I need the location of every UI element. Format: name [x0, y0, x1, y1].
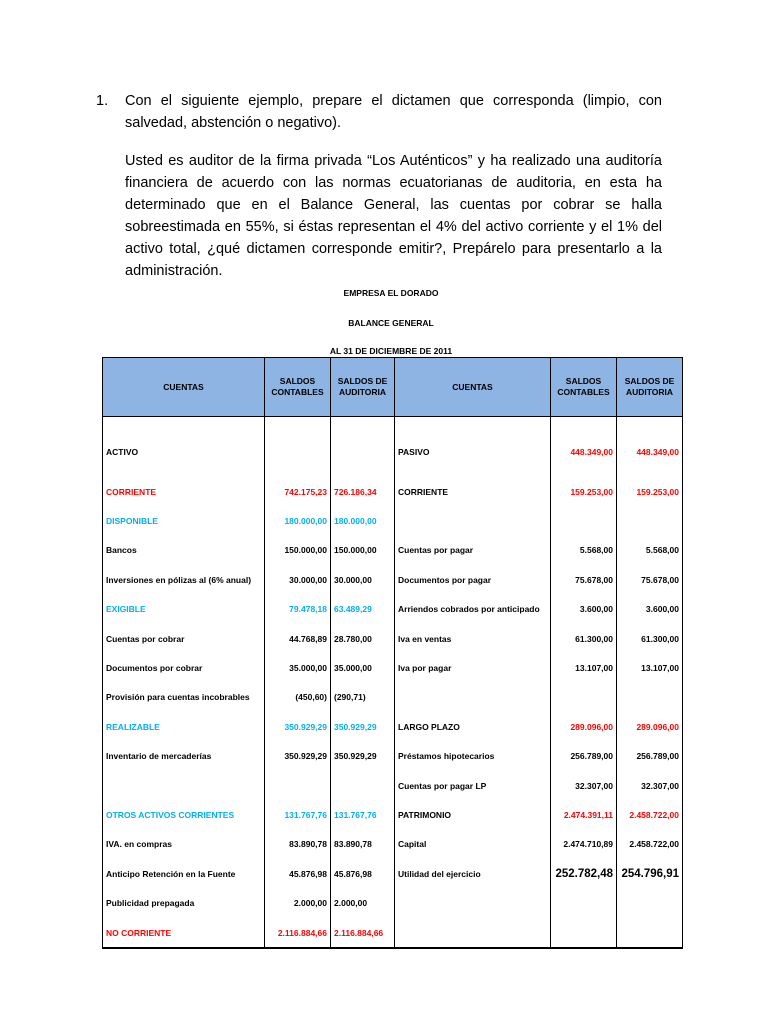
header-saldos-contables-right: SALDOS CONTABLES — [551, 358, 617, 417]
cell-book-left: 2.116.884,66 — [265, 918, 331, 948]
cell-audit-right: 32.307,00 — [617, 771, 683, 800]
cell-book-right — [551, 506, 617, 535]
cell-account-left: CORRIENTE — [103, 477, 265, 506]
cell-account-left: OTROS ACTIVOS CORRIENTES — [103, 800, 265, 829]
cell-book-right: 2.474.710,89 — [551, 830, 617, 859]
cell-audit-left: 28.780,00 — [331, 624, 395, 653]
cell-account-left: DISPONIBLE — [103, 506, 265, 535]
table-row — [103, 653, 683, 682]
cell-book-right: 75.678,00 — [551, 565, 617, 594]
table-row — [103, 888, 683, 917]
table-row — [103, 800, 683, 829]
cell-audit-left: 2.116.884,66 — [331, 918, 395, 948]
cell-audit-right: 2.458.722,00 — [617, 800, 683, 829]
cell-audit-left: 63.489,29 — [331, 595, 395, 624]
cell-audit-right — [617, 888, 683, 917]
cell-account-right: Cuentas por pagar — [395, 536, 551, 565]
table-row — [103, 742, 683, 771]
cell-audit-right: 5.568,00 — [617, 536, 683, 565]
cell-book-right: 5.568,00 — [551, 536, 617, 565]
table-row — [103, 477, 683, 506]
cell-audit-right: 75.678,00 — [617, 565, 683, 594]
cell-account-right: Arriendos cobrados por anticipado — [395, 595, 551, 624]
cell-audit-right: 61.300,00 — [617, 624, 683, 653]
cell-book-right: 32.307,00 — [551, 771, 617, 800]
cell-book-left: 79.478,18 — [265, 595, 331, 624]
cell-account-left: IVA. en compras — [103, 830, 265, 859]
report-title: BALANCE GENERAL — [348, 318, 434, 328]
exercise-question — [96, 90, 662, 282]
cell-audit-right — [617, 683, 683, 712]
cell-audit-left: 350.929,29 — [331, 742, 395, 771]
cell-account-left: ACTIVO — [103, 417, 265, 478]
cell-book-left — [265, 771, 331, 800]
cell-audit-left: 726.186,34 — [331, 477, 395, 506]
cell-book-left: 131.767,76 — [265, 800, 331, 829]
table-row — [103, 683, 683, 712]
cell-account-right: LARGO PLAZO — [395, 712, 551, 741]
cell-account-left: Bancos — [103, 536, 265, 565]
cell-audit-right: 289.096,00 — [617, 712, 683, 741]
question-body: Usted es auditor de la firma privada “Los Auténticos” y ha realizado una auditoría financiera de acuerdo con las normas ecuatorianas de auditoria, en esta ha determinado que en el Balance General, las cuentas por cobrar se halla sobreestimada en 55%, si éstas representan el 4% del activo corriente y el 1% del activo total, ¿qué dictamen corresponde emitir?, Prepárelo para presentarlo a la administración. — [125, 153, 662, 279]
cell-book-left: 150.000,00 — [265, 536, 331, 565]
table-row — [103, 506, 683, 535]
cell-book-left: 44.768,89 — [265, 624, 331, 653]
cell-book-right: 3.600,00 — [551, 595, 617, 624]
header-saldos-auditoria-right: SALDOS DE AUDITORIA — [617, 358, 683, 417]
cell-account-right: PASIVO — [395, 417, 551, 478]
cell-book-right — [551, 918, 617, 948]
table-row — [103, 536, 683, 565]
cell-audit-right: 159.253,00 — [617, 477, 683, 506]
cell-account-left: NO CORRIENTE — [103, 918, 265, 948]
cell-audit-right: 448.349,00 — [617, 417, 683, 478]
cell-book-left — [265, 417, 331, 478]
cell-account-left: Documentos por cobrar — [103, 653, 265, 682]
cell-account-left: REALIZABLE — [103, 712, 265, 741]
cell-audit-left — [331, 417, 395, 478]
cell-book-left: 83.890,78 — [265, 830, 331, 859]
cell-book-left: (450,60) — [265, 683, 331, 712]
cell-account-left: Inversiones en pólizas al (6% anual) — [103, 565, 265, 594]
question-number: 1. — [96, 93, 109, 109]
cell-account-right: CORRIENTE — [395, 477, 551, 506]
table-header-row — [103, 358, 683, 417]
cell-account-right: Documentos por pagar — [395, 565, 551, 594]
cell-book-left: 35.000,00 — [265, 653, 331, 682]
cell-account-right — [395, 918, 551, 948]
cell-book-right: 252.782,48 — [551, 859, 617, 888]
balance-sheet-table — [102, 357, 683, 949]
cell-book-right: 256.789,00 — [551, 742, 617, 771]
cell-account-left: Publicidad prepagada — [103, 888, 265, 917]
table-row — [103, 595, 683, 624]
cell-account-left: Anticipo Retención en la Fuente — [103, 859, 265, 888]
cell-audit-left: 2.000,00 — [331, 888, 395, 917]
cell-book-right: 2.474.391,11 — [551, 800, 617, 829]
cell-book-right: 13.107,00 — [551, 653, 617, 682]
cell-account-right: Capital — [395, 830, 551, 859]
report-date: AL 31 DE DICIEMBRE DE 2011 — [329, 346, 453, 356]
cell-book-right: 448.349,00 — [551, 417, 617, 478]
cell-book-right: 159.253,00 — [551, 477, 617, 506]
cell-book-left: 2.000,00 — [265, 888, 331, 917]
cell-account-right: Cuentas por pagar LP — [395, 771, 551, 800]
table-row — [103, 859, 683, 888]
cell-audit-right: 13.107,00 — [617, 653, 683, 682]
table-row — [103, 712, 683, 741]
company-name: EMPRESA EL DORADO — [343, 288, 439, 298]
table-row — [103, 918, 683, 948]
cell-audit-left: 150.000,00 — [331, 536, 395, 565]
cell-audit-left: 45.876,98 — [331, 859, 395, 888]
cell-audit-left: 180.000,00 — [331, 506, 395, 535]
cell-audit-left: 35.000,00 — [331, 653, 395, 682]
header-cuentas-right: CUENTAS — [395, 358, 551, 417]
cell-audit-left: 350.929,29 — [331, 712, 395, 741]
cell-book-left: 30.000,00 — [265, 565, 331, 594]
header-saldos-auditoria-left: SALDOS DE AUDITORIA — [331, 358, 395, 417]
cell-account-right: Utilidad del ejercicio — [395, 859, 551, 888]
question-lead: Con el siguiente ejemplo, prepare el dictamen que corresponda (limpio, con salvedad, abstención o negativo). — [125, 93, 662, 131]
cell-book-left: 742.175,23 — [265, 477, 331, 506]
cell-audit-right: 3.600,00 — [617, 595, 683, 624]
cell-account-left: Provisión para cuentas incobrables — [103, 683, 265, 712]
cell-account-right: Préstamos hipotecarios — [395, 742, 551, 771]
cell-audit-right — [617, 506, 683, 535]
cell-audit-right: 2.458.722,00 — [617, 830, 683, 859]
cell-account-left: EXIGIBLE — [103, 595, 265, 624]
cell-account-right: Iva en ventas — [395, 624, 551, 653]
cell-book-right — [551, 683, 617, 712]
table-row — [103, 417, 683, 478]
table-row — [103, 565, 683, 594]
cell-audit-right: 254.796,91 — [617, 859, 683, 888]
cell-audit-left: 30.000,00 — [331, 565, 395, 594]
cell-audit-left: (290,71) — [331, 683, 395, 712]
cell-book-right — [551, 888, 617, 917]
header-cuentas-left: CUENTAS — [103, 358, 265, 417]
cell-book-left: 45.876,98 — [265, 859, 331, 888]
cell-audit-right — [617, 918, 683, 948]
cell-book-left: 350.929,29 — [265, 712, 331, 741]
cell-book-right: 61.300,00 — [551, 624, 617, 653]
table-row — [103, 771, 683, 800]
cell-account-right: Iva por pagar — [395, 653, 551, 682]
cell-audit-left: 83.890,78 — [331, 830, 395, 859]
cell-account-right — [395, 683, 551, 712]
header-saldos-contables-left: SALDOS CONTABLES — [265, 358, 331, 417]
cell-book-left: 350.929,29 — [265, 742, 331, 771]
cell-account-right — [395, 506, 551, 535]
cell-book-right: 289.096,00 — [551, 712, 617, 741]
cell-account-right — [395, 888, 551, 917]
cell-account-left: Inventario de mercaderías — [103, 742, 265, 771]
cell-account-left — [103, 771, 265, 800]
table-row — [103, 624, 683, 653]
cell-account-left: Cuentas por cobrar — [103, 624, 265, 653]
cell-book-left: 180.000,00 — [265, 506, 331, 535]
cell-audit-left: 131.767,76 — [331, 800, 395, 829]
cell-audit-left — [331, 771, 395, 800]
cell-audit-right: 256.789,00 — [617, 742, 683, 771]
cell-account-right: PATRIMONIO — [395, 800, 551, 829]
table-row — [103, 830, 683, 859]
